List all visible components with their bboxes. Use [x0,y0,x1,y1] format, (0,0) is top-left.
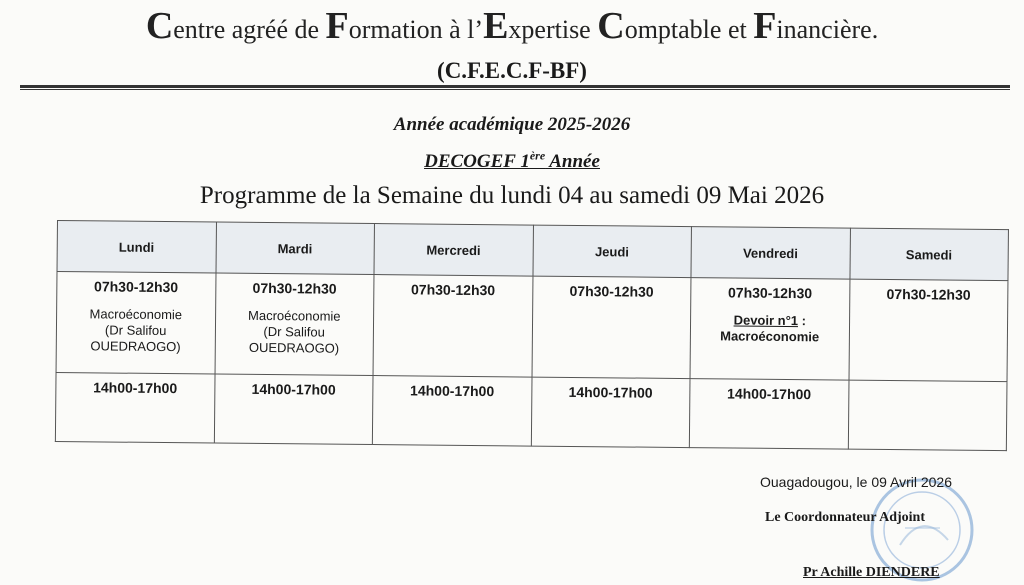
title-initial-f: F [325,5,349,47]
course-name: Macroéconomie [89,306,183,323]
course-teacher: (Dr Salifou OUEDRAOGO) [90,322,181,355]
day-header-jeudi: Jeudi [532,225,691,278]
weekly-schedule-table [55,220,1009,451]
cell-mercredi-afternoon [372,376,531,447]
course-name: Macroéconomie [248,307,341,324]
time-slot: 07h30-12h30 [252,279,337,297]
exam-separator: : [797,313,807,329]
signatory-role: Le Coordonnateur Adjoint [765,510,925,525]
time-slot: 14h00-17h00 [410,382,495,400]
exam-label [695,312,845,329]
schedule-row-morning [56,272,1008,382]
week-title: Programme de la Semaine du lundi 04 au samedi 09 Mai 2026 [199,182,825,209]
cell-mardi-afternoon [214,374,373,445]
cell-samedi-morning [848,279,1007,382]
time-slot: 07h30-12h30 [410,281,496,299]
cell-samedi-afternoon [848,380,1007,451]
cell-lundi-afternoon [55,372,214,443]
institution-acronym: (C.F.E.C.F-BF) [437,58,587,83]
cell-vendredi-afternoon [689,379,848,450]
day-header-mercredi: Mercredi [374,224,533,277]
time-slot: 14h00-17h00 [93,379,178,397]
title-word: entre agréé de [173,15,326,44]
time-slot: 14h00-17h00 [251,380,336,398]
signatory-name: Pr Achille DIENDERE [803,565,940,580]
title-initial-f2: F [753,5,777,47]
exam-title: Devoir n°1 [733,312,799,329]
schedule-header-row [57,221,1008,281]
day-header-lundi: Lundi [57,221,216,274]
cell-jeudi-morning [532,276,691,379]
day-header-samedi: Samedi [849,228,1008,281]
course-teacher: (Dr Salifou OUEDRAOGO) [248,323,340,356]
programme-superscript: ère [529,149,546,163]
time-slot: 07h30-12h30 [94,278,179,296]
institution-title [0,4,1024,48]
title-initial-e: E [483,5,509,47]
day-header-mardi: Mardi [215,222,374,275]
title-word: omptable et [624,15,754,44]
cell-jeudi-afternoon [531,377,690,448]
schedule-row-afternoon [55,372,1007,450]
time-slot: 14h00-17h00 [727,385,812,403]
cell-vendredi-morning [690,278,849,381]
exam-subject: Macroéconomie [720,328,820,345]
time-slot: 07h30-12h30 [569,282,654,300]
time-slot: 07h30-12h30 [886,285,971,303]
cell-lundi-morning [56,272,215,375]
header-divider [20,85,1010,90]
cell-mardi-morning [215,273,374,376]
title-word: ormation à l’ [348,15,484,44]
title-word: inancière. [776,15,879,44]
programme-label [424,151,600,172]
title-word: xpertise [508,15,598,44]
programme-name-text: DECOGEF 1 [424,151,530,173]
academic-year: Année académique 2025-2026 [393,114,631,135]
cell-mercredi-morning [373,275,532,378]
place-and-date: Ouagadougou, le 09 Avril 2026 [760,474,953,490]
programme-suffix: Année [545,151,600,173]
programme-name [0,149,1024,173]
title-initial-c2: C [597,5,625,47]
title-initial-c: C [145,5,174,47]
day-header-vendredi: Vendredi [691,227,850,280]
time-slot: 14h00-17h00 [568,383,653,401]
time-slot: 07h30-12h30 [727,284,813,302]
